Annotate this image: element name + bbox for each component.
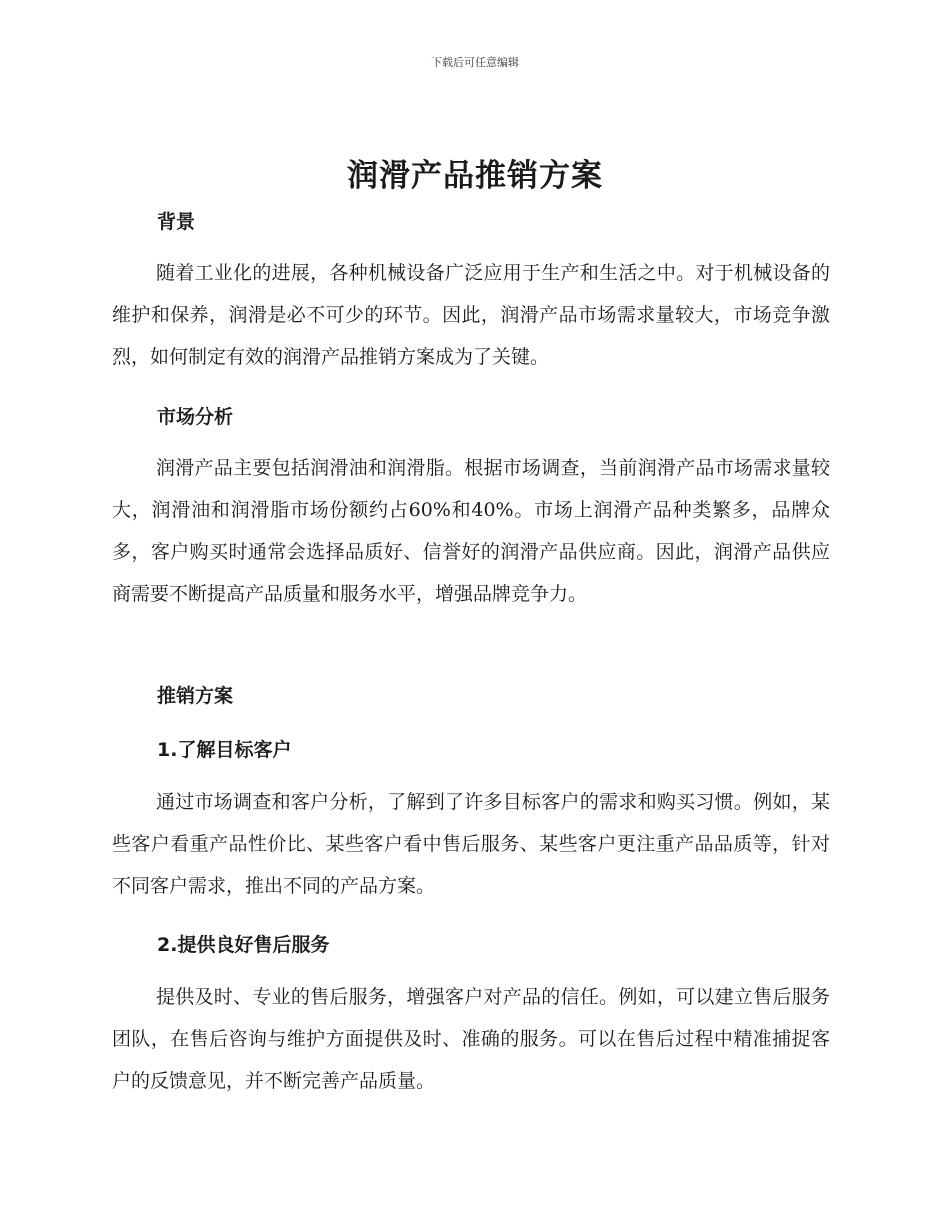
page-title: 润滑产品推销方案 xyxy=(347,158,603,194)
heading-promotion-plan: 推销方案 xyxy=(157,685,234,707)
header-note: 下载后可任意编辑 xyxy=(431,56,519,69)
heading-know-target-customers: 1.了解目标客户 xyxy=(157,739,292,761)
paragraph-market-analysis: 润滑产品主要包括润滑油和润滑脂。根据市场调查，当前润滑产品市场需求量较大，润滑油和润滑脂市场份额约占60%和40%。市场上润滑产品种类繁多，品牌众多，客户购买时通常会选择品质好、信誉好的润滑产品供应商。因此，润滑产品供应商需要不断提高产品质量和服务水平，增强品牌竞争力。 xyxy=(112,457,830,605)
paragraph-background: 随着工业化的进展，各种机械设备广泛应用于生产和生活之中。对于机械设备的维护和保养，润滑是必不可少的环节。因此，润滑产品市场需求量较大，市场竞争激烈，如何制定有效的润滑产品推销方案成为了关键。 xyxy=(112,262,830,368)
paragraph-after-sales-service: 提供及时、专业的售后服务，增强客户对产品的信任。例如，可以建立售后服务团队，在售后咨询与维护方面提供及时、准确的服务。可以在售后过程中精准捕捉客户的反馈意见，并不断完善产品质量。 xyxy=(112,986,830,1092)
heading-after-sales-service: 2.提供良好售后服务 xyxy=(157,934,330,956)
paragraph-know-target-customers: 通过市场调查和客户分析，了解到了许多目标客户的需求和购买习惯。例如，某些客户看重产品性价比、某些客户看中售后服务、某些客户更注重产品品质等，针对不同客户需求，推出不同的产品方案。 xyxy=(112,791,830,897)
heading-background: 背景 xyxy=(157,211,196,233)
heading-market-analysis: 市场分析 xyxy=(157,406,234,428)
